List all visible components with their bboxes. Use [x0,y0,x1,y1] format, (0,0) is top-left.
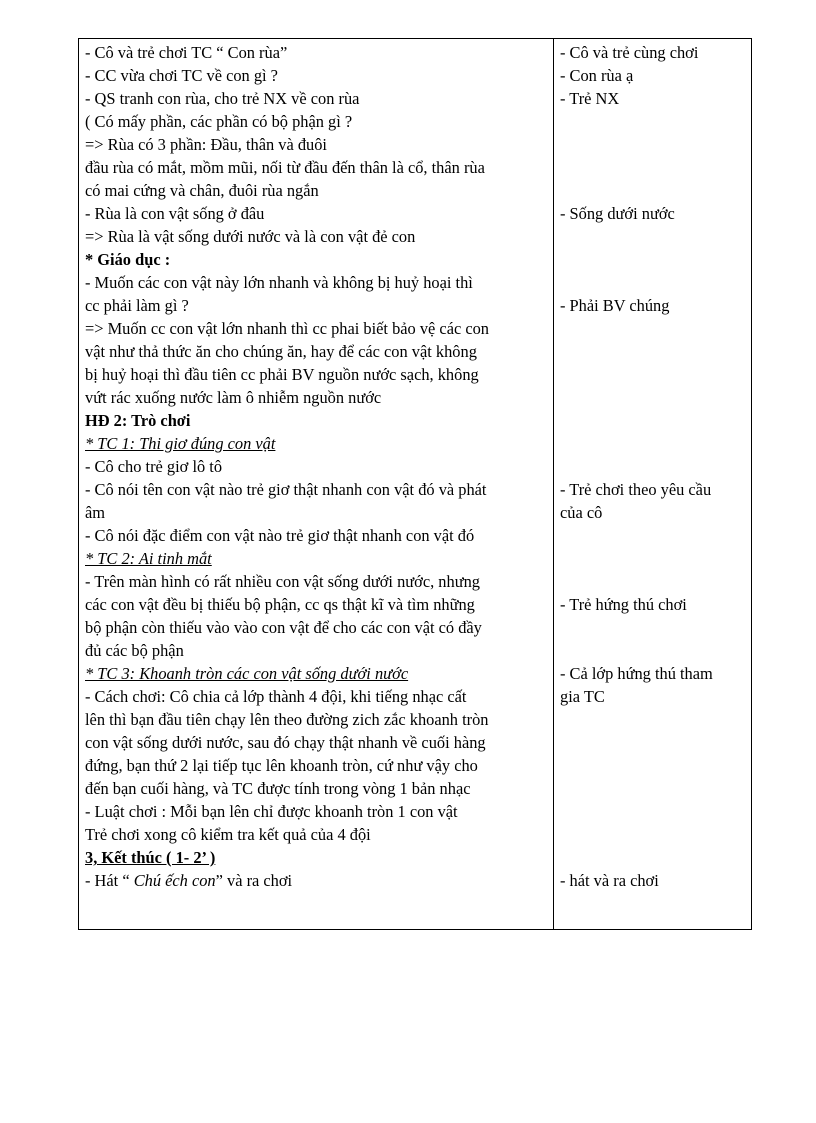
blank-line [560,754,750,777]
teacher-line [85,478,547,501]
child-response-line: - Trẻ hứng thú chơi [560,595,687,614]
blank-line [560,363,750,386]
teacher-line-text: đầu rùa có mắt, mồm mũi, nối từ đầu đến thân là cổ, thân rùa [85,158,485,177]
teacher-line [85,110,547,133]
teacher-line-text: đến bạn cuối hàng, và TC được tính trong vòng 1 bản nhạc [85,779,471,798]
teacher-line [85,616,547,639]
game-title: * TC 2: Ai tinh mắt [85,549,212,568]
teacher-line [85,294,547,317]
teacher-line [85,317,547,340]
teacher-line-text: - QS tranh con rùa, cho trẻ NX về con rùa [85,89,360,108]
child-response-line: của cô [560,503,603,522]
teacher-line-text: cc phải làm gì ? [85,296,189,315]
teacher-line [85,455,547,478]
teacher-line [85,179,547,202]
teacher-line [85,708,547,731]
teacher-line-text: - CC vừa chơi TC về con gì ? [85,66,278,85]
teacher-line [85,547,547,570]
blank-line [560,409,750,432]
blank-line [560,317,750,340]
teacher-activities-column [85,41,547,892]
teacher-line-text: có mai cứng và chân, đuôi rùa ngắn [85,181,319,200]
teacher-line [85,202,547,225]
teacher-line [85,432,547,455]
teacher-line [85,777,547,800]
blank-line [560,570,750,593]
blank-line [560,340,750,363]
teacher-line [85,823,547,846]
blank-line [560,800,750,823]
teacher-line [85,41,547,64]
blank-line [560,524,750,547]
teacher-line-text: - Cách chơi: Cô chia cả lớp thành 4 đội, khi tiếng nhạc cất [85,687,467,706]
teacher-line-text: lên thì bạn đầu tiên chạy lên theo đường zich zắc khoanh tròn [85,710,489,729]
teacher-line [85,225,547,248]
teacher-line-text: vật như thả thức ăn cho chúng ăn, hay để các con vật không [85,342,477,361]
column-divider [553,39,554,929]
child-activities-column [560,41,750,892]
song-prefix: - Hát “ [85,871,134,890]
teacher-line-text: bộ phận còn thiếu vào vào con vật để cho các con vật có đầy [85,618,482,637]
game-title: * TC 1: Thi giơ đúng con vật [85,434,276,453]
teacher-line [85,593,547,616]
teacher-line-text: - Luật chơi : Mỗi bạn lên chỉ được khoanh tròn 1 con vật [85,802,458,821]
teacher-line-text: - Muốn các con vật này lớn nhanh và không bị huỷ hoại thì [85,273,473,292]
teacher-line [85,340,547,363]
child-response-line: - Trẻ NX [560,89,620,108]
teacher-line [85,87,547,110]
teacher-line-text: vứt rác xuống nước làm ô nhiễm nguồn nước [85,388,382,407]
teacher-line [85,248,547,271]
blank-line [560,616,750,639]
teacher-line [85,133,547,156]
child-response-line: - Phải BV chúng [560,296,670,315]
teacher-line [85,156,547,179]
lesson-plan-table [78,38,752,930]
teacher-line [85,386,547,409]
blank-line [560,455,750,478]
teacher-line-text: đủ các bộ phận [85,641,184,660]
teacher-line [85,64,547,87]
teacher-line-text: con vật sống dưới nước, sau đó chạy thật nhanh về cuối hàng [85,733,486,752]
teacher-line-text: - Cô nói đặc điểm con vật nào trẻ giơ thật nhanh con vật đó [85,526,475,545]
teacher-line-text: ( Có mấy phần, các phần có bộ phận gì ? [85,112,353,131]
teacher-line [85,524,547,547]
blank-line [560,156,750,179]
teacher-line [85,639,547,662]
teacher-line-text: - Trên màn hình có rất nhiều con vật sống dưới nước, nhưng [85,572,480,591]
blank-line [560,110,750,133]
child-response-line: gia TC [560,687,605,706]
blank-line [560,823,750,846]
child-response-line: - Cô và trẻ cùng chơi [560,43,699,62]
blank-line [560,547,750,570]
blank-line [560,133,750,156]
blank-line [560,248,750,271]
teacher-line [85,846,547,869]
blank-line [560,731,750,754]
teacher-line-text: đứng, bạn thứ 2 lại tiếp tục lên khoanh tròn, cứ như vậy cho [85,756,478,775]
section-heading: HĐ 2: Trò chơi [85,411,191,430]
teacher-line-text: => Rùa có 3 phần: Đầu, thân và đuôi [85,135,327,154]
child-response-line: - Sống dưới nước [560,204,675,223]
teacher-line [85,662,547,685]
teacher-line-text: - Rùa là con vật sống ở đâu [85,204,265,223]
teacher-line-text: => Muốn cc con vật lớn nhanh thì cc phai biết bảo vệ các con [85,319,490,338]
blank-line [560,777,750,800]
blank-line [560,271,750,294]
teacher-line-text: - Cô nói tên con vật nào trẻ giơ thật nhanh con vật đó và phát [85,480,487,499]
teacher-line [85,271,547,294]
teacher-line-text: Trẻ chơi xong cô kiểm tra kết quả của 4 đội [85,825,371,844]
teacher-line [85,501,547,524]
blank-line [560,708,750,731]
teacher-line [85,754,547,777]
game-title: * TC 3: Khoanh tròn các con vật sống dưới nước [85,664,409,683]
song-title: Chú ếch con [133,871,216,890]
section-heading: * Giáo dục : [85,250,171,269]
child-response-line: - hát và ra chơi [560,871,659,890]
child-response-line: - Con rùa ạ [560,66,634,85]
teacher-line [85,800,547,823]
teacher-line-text: => Rùa là vật sống dưới nước và là con vật đẻ con [85,227,416,246]
blank-line [560,846,750,869]
teacher-line [85,363,547,386]
teacher-line [85,685,547,708]
teacher-line-text: - Cô cho trẻ giơ lô tô [85,457,223,476]
child-response-line: - Trẻ chơi theo yêu cầu [560,480,712,499]
blank-line [560,225,750,248]
closing-song-line [85,869,547,892]
teacher-line-text: - Cô và trẻ chơi TC “ Con rùa” [85,43,288,62]
song-suffix: ” và ra chơi [215,871,293,890]
blank-line [560,639,750,662]
teacher-line-text: các con vật đều bị thiếu bộ phận, cc qs thật kĩ và tìm những [85,595,475,614]
teacher-line-text: bị huỷ hoại thì đầu tiên cc phải BV nguồn nước sạch, không [85,365,479,384]
teacher-line-text: âm [85,503,106,522]
child-response-line: - Cả lớp hứng thú tham [560,664,713,683]
blank-line [560,432,750,455]
teacher-line [85,570,547,593]
section-heading: 3, Kết thúc ( 1- 2’ ) [85,848,216,867]
teacher-line [85,731,547,754]
teacher-line [85,409,547,432]
blank-line [560,386,750,409]
blank-line [560,179,750,202]
